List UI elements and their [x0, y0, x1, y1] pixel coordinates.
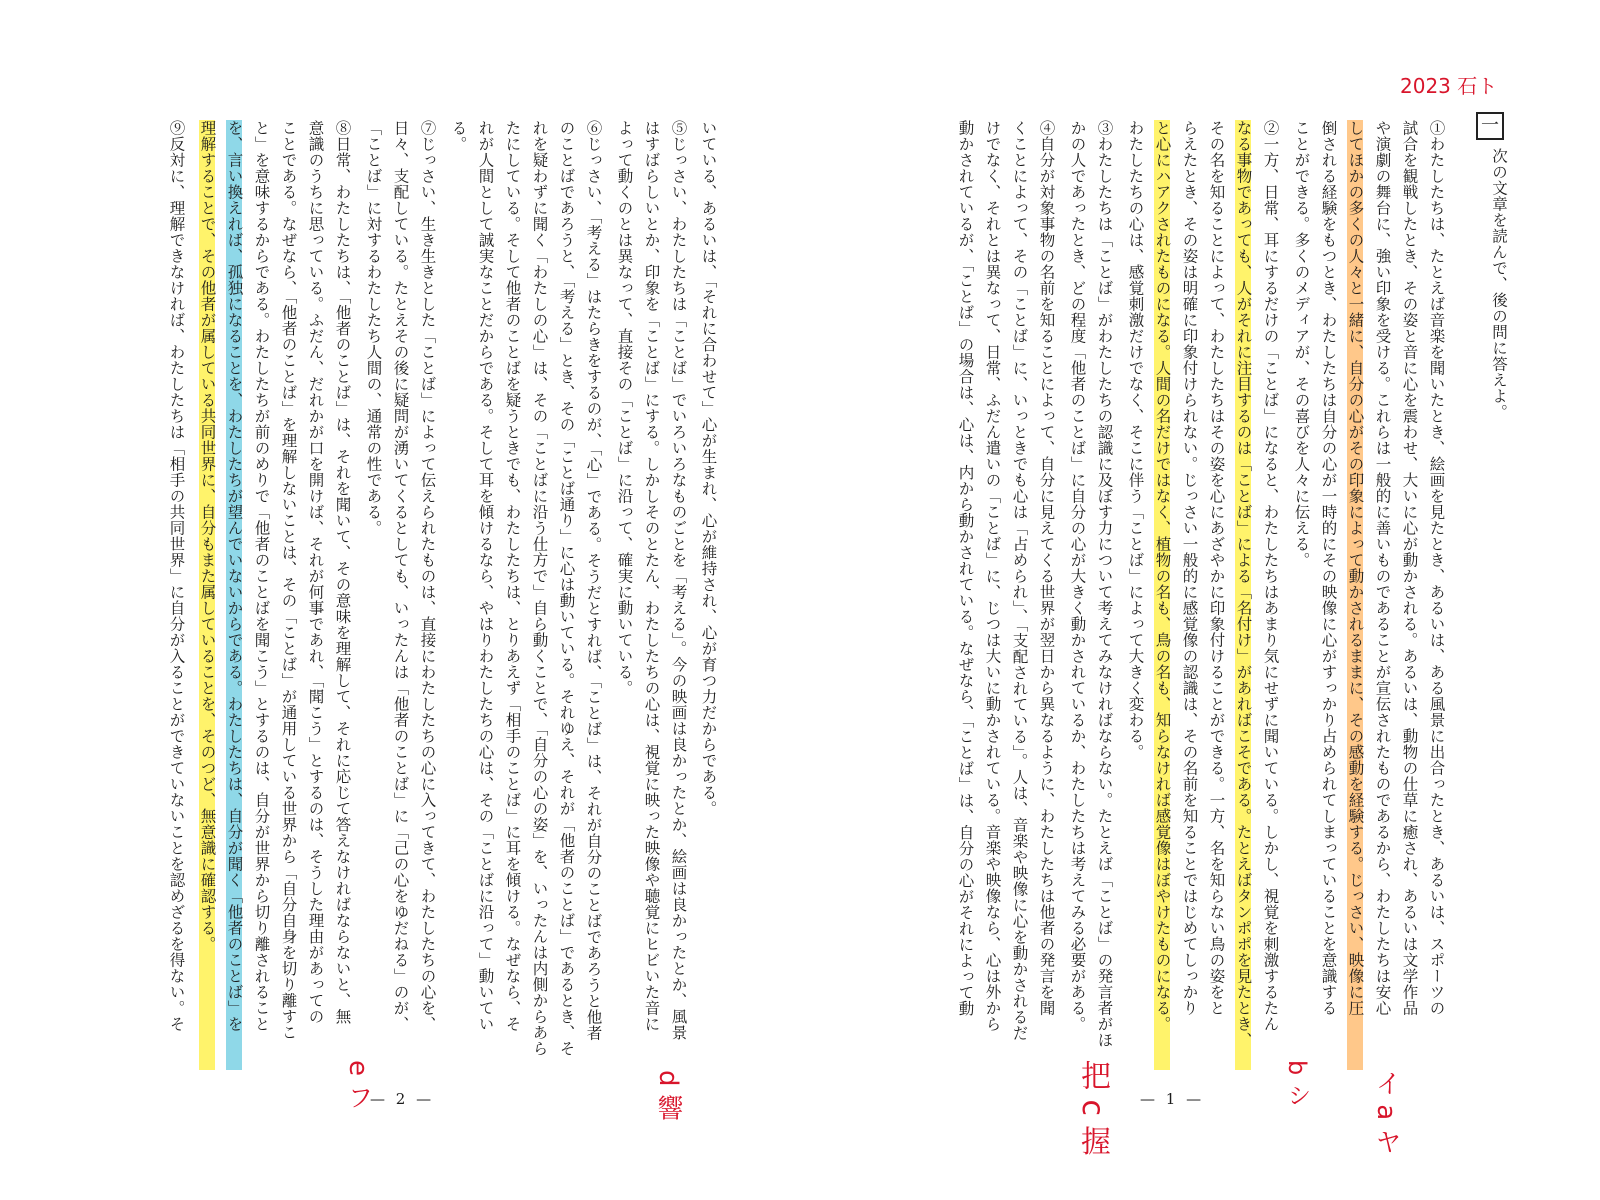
text-column: 「ことば」に対するわたしたち人間の、通常の性である。 [364, 120, 383, 536]
margin-note-e: e フ [343, 1060, 373, 1111]
text-column: 倒される経験をもつとき、わたしたちは自分の心が一時的にその映像に心がすっかり占められてしまっていることを意識する [1319, 120, 1338, 1016]
text-column: けでなく、それとは異なって、日常、ふだん遣いの「ことば」に、じつは大いに動かされている。音楽や映像なら、心は外から [983, 120, 1002, 1032]
page-number: — 1 — [1140, 1090, 1205, 1108]
text-column: ⑤じっさい、わたしたちは「ことば」でいろいろなものごとを「考える」。今の映画は良かったとか、絵画は良かったとか、風景 [669, 120, 688, 1041]
text-column: はすばらしいとか、印象を「ことば」にする。しかしそのとたん、わたしたちの心は、視覚に映った映像や聴覚にヒビいた音に [642, 120, 661, 1032]
text-column: くことによって、その「ことば」に、いっときでも心は「占められ」、「支配されている」。人は、音楽や映像に心を動かされるだ [1010, 120, 1029, 1041]
text-column: ⑨反対に、理解できなければ、わたしたちは「相手の共同世界」に自分が入ることができていないことを認めざるを得ない。そ [167, 120, 186, 1032]
question-number-box: 一 [1476, 112, 1504, 140]
text-column: と」を意味するからである。わたしたちが前のめりで「他者のことばを聞こう」とするのは、自分が世界から切り離されること [252, 120, 271, 1032]
text-column: らえたとき、その姿は明確に印象付けられない。じっさい一般的に感覚像の認識は、その名前を知ることではじめてしっかり [1180, 120, 1199, 1016]
text-column: のことばであろうと、「考える」とき、その「ことば通り」に心は動いている。それゆえ、それが「他者のことば」であるとき、そ [557, 120, 576, 1057]
text-column: ③わたしたちは「ことば」がわたしたちの認識に及ぼす力について考えてみなければならない。たとえば「ことば」の発言者がほ [1095, 120, 1114, 1048]
handwritten-year-note: 2023 石ト [1400, 74, 1498, 98]
text-column: かの人であったとき、どの程度「他者のことば」に自分の心が大きく動かされているか、わたしたちは考えてみる必要がある。 [1068, 120, 1087, 1032]
text-column: いている、あるいは、「それに合わせて」心が生まれ、心が維持され、心が育つ力だからである。 [699, 120, 718, 817]
text-column: ことができる。多くのメディアが、その喜びを人々に伝える。 [1292, 120, 1311, 568]
text-column: 動かされているが、「ことば」の場合は、心は、内から動かされている。なぜなら、「ことば」は、自分の心がそれによって動 [956, 120, 975, 1017]
text-column: よって動くのとは異なって、直接その「ことば」に沿って、確実に動いている。 [615, 120, 634, 696]
text-column: たにしている。そして他者のことばを疑うときでも、わたしたちは、とりあえず「相手のことば」に耳を傾ける。なぜなら、そ [503, 120, 522, 1032]
text-column: ⑦じっさい、生き生きとした「ことば」によって伝えられたものは、直接にわたしたちの心に入ってきて、わたしたちの心を、 [418, 120, 437, 1032]
text-column: れが人間として誠実なことだからである。そして耳を傾けるなら、やはりわたしたちの心は、その「ことばに沿って」動いてい [476, 120, 495, 1032]
text-column: ①わたしたちは、たとえば音楽を聞いたとき、絵画を見たとき、あるいは、ある風景に出合ったとき、あるいは、スポーツの [1427, 120, 1446, 1016]
page-number: — 2 — [370, 1090, 435, 1108]
left-page [0, 0, 790, 1200]
right-page [800, 0, 1600, 1200]
text-column: 日々、支配している。たとえその後に疑問が湧いてくるとしても、いったんは「他者のことば」に「己の心をゆだねる」のが、 [391, 120, 410, 1032]
text-column: 試合を観戦したとき、その姿と音に心を震わせ、大いに心が動かされる。あるいは、動物の仕草に癒され、あるいは文学作品 [1400, 120, 1419, 1016]
margin-note-a: イ a ヤ [1371, 1070, 1401, 1155]
text-column: と心にハアクされたものになる。人間の名だけではなく、植物の名も、鳥の名も、知らなければ感覚像はぼやけたものになる。 [1154, 120, 1170, 1070]
text-column: ⑧日常、わたしたちは、「他者のことば」は、それを聞いて、その意味を理解して、それに応じて答えなければならないと、無 [333, 120, 352, 1025]
text-column: や演劇の舞台に、強い印象を受ける。これらは一般的に善いものであることが宣伝されたものであるから、わたしたちは安心 [1373, 120, 1392, 1016]
margin-note-b: b シ [1283, 1060, 1311, 1107]
text-column: わたしたちの心は、感覚刺激だけでなく、そこに伴う「ことば」によって大きく変わる。 [1126, 120, 1145, 760]
text-column: ②一方、日常、耳にするだけの「ことば」になると、わたしたちはあまり気にせずに聞いている。しかし、視覚を刺激するたん [1261, 120, 1280, 1032]
text-column: してほかの多くの人々と一緒に、自分の心がその印象によって動かされるままに、その感動を経験する。じっさい、映像に圧 [1347, 120, 1363, 1070]
margin-note-d: d 響 [653, 1070, 683, 1121]
instruction-text: 次の文章を読んで、後の問に答えよ。 [1490, 148, 1508, 420]
text-column: 理解することで、その他者が属している共同世界に、自分もまた属していることを、そのつど、無意識に確認する。 [199, 120, 215, 1070]
text-column: れを疑わずに聞く「わたしの心」は、その「ことばに沿う仕方で」自ら動くことで、「自分の心の姿」を、いったんは内側からあら [530, 120, 549, 1057]
text-column: 意識のうちに思っている。ふだん、だれかが口を開けば、それが何事であれ、「聞こう」とするのは、そうした理由があっての [306, 120, 325, 1025]
text-column: ⑥じっさい、「考える」はたらきをするのが、「心」である。そうだとすれば、「ことば」は、それが自分のことばであろうと他者 [584, 120, 603, 1041]
text-column: る。 [449, 120, 468, 152]
text-column: を、言い換えれば、孤独になることを、わたしたちが望んでいないからである。わたしたちは、自分が聞く「他者のことば」を [226, 120, 242, 1070]
text-column: ④自分が対象事物の名前を知ることによって、自分に見えてくる世界が翌日から異なるように、わたしたちは他者の発言を聞 [1037, 120, 1056, 1016]
text-column: ことである。なぜなら、「他者のことば」を理解しないことは、その「ことば」が通用している世界から「自分自身を切り離すこ [279, 120, 298, 1041]
text-column: なる事物であっても、人がそれに注目するのは「ことば」による「名付け」があればこそである。たとえばタンポポを見たとき、 [1235, 120, 1251, 1070]
margin-note-c: 把 c 握 [1075, 1060, 1110, 1156]
text-column: その名を知ることによって、わたしたちはその姿を心にあざやかに印象付けることができる。一方、名を知らない鳥の姿をと [1207, 120, 1226, 1016]
